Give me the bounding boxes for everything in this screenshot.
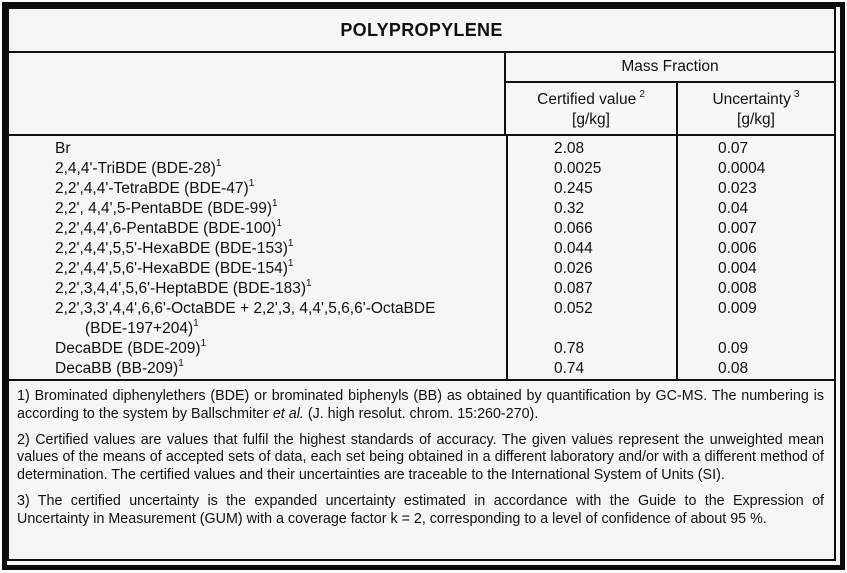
column-header-certified-value-unit: [g/kg] [572, 111, 610, 128]
uncertainty-value: 0.009 [718, 300, 757, 317]
footnote-1 [17, 388, 824, 424]
footnote-ref-1: 1 [287, 257, 294, 269]
compound-name: 2,2',3,4,4',5,6'-HeptaBDE $(BDE-183)^1$ [55, 277, 312, 297]
certified-value: 0.78 [554, 340, 585, 357]
certified-value: 2.08 [554, 140, 585, 157]
certified-value: 0.052 [554, 300, 593, 317]
certified-value: 0.74 [554, 360, 585, 377]
uncertainty-value: 0.004 [718, 260, 757, 277]
uncertainty-value: 0.0004 [718, 160, 766, 177]
column-group-header-mass-fraction: Mass Fraction [506, 53, 834, 83]
footnote-ref-1: 1 [248, 177, 255, 189]
certified-value: 0.32 [554, 200, 585, 217]
uncertainty-value: 0.008 [718, 280, 757, 297]
compound-name: 2,2',4,4',5,5'-HexaBDE $(BDE-153)^1$ [55, 237, 294, 257]
footnote-ref-1: 1 [215, 157, 222, 169]
material-title: POLYPROPYLENE [9, 9, 834, 53]
compound-name: 2,4,4'-TriBDE $(BDE-28)^1$ [55, 157, 222, 177]
column-uncertainty-values [676, 136, 834, 379]
footnotes-section [9, 381, 834, 559]
footnote-ref-1: 1 [276, 217, 282, 229]
certified-value: 0.245 [554, 180, 593, 197]
footnote-ref-3: 3 [793, 88, 800, 100]
certified-value: 0.087 [554, 280, 593, 297]
uncertainty-value: 0.023 [718, 180, 757, 197]
footnote-3: 3) The certified uncertainty is the expanded uncertainty estimated in accordance with the Guide to the Expression of Uncertainty in Measurement (GUM) with a coverage factor k = 2, corresponding to a level of confidence of about 95 %. [17, 492, 824, 527]
footnote-ref-1: 1 [272, 197, 278, 209]
uncertainty-value-spacer [718, 319, 834, 339]
footnote-ref-1: 1 [193, 317, 199, 329]
footnote-ref-2: 2 [639, 88, 645, 100]
compound-name-continued: $(BDE-197+204)^1$ [85, 317, 199, 337]
table-body [9, 136, 834, 381]
footnote-ref-1: 1 [305, 277, 312, 289]
uncertainty-value: 0.09 [718, 340, 749, 357]
column-certified-values [506, 136, 676, 379]
compound-name: 2,2',4,4',6-PentaBDE $(BDE-100)^1$ [55, 217, 282, 237]
header-empty-cell [9, 53, 506, 134]
column-header-uncertainty [676, 83, 834, 134]
uncertainty-value: 0.08 [718, 360, 749, 377]
certified-value: 0.044 [554, 240, 593, 257]
column-compound-names [9, 136, 506, 379]
footnote-1-ref: (J. high resolut. chrom. 15:260-270). [303, 405, 539, 422]
certified-value: 0.0025 [554, 160, 602, 177]
footnote-ref-1: 1 [287, 237, 294, 249]
certified-value: 0.066 [554, 220, 593, 237]
table-header [9, 53, 834, 136]
footnote-2: 2) Certified values are values that fulfil the highest standards of accuracy. The given values represent the unweighted mean values of the means of accepted sets of data, each set being obtained in a different laboratory and/or with a different method of determination. The certified values and their uncertainties are traceable to the International System of Units (SI). [17, 431, 824, 484]
footnote-1-text: 1) Brominated diphenylethers (BDE) or brominated biphenyls (BB) as obtained by quantification by GC-MS. The numbering is according to the system by Ballschmiter [17, 388, 824, 422]
column-header-uncertainty-unit: [g/kg] [737, 111, 775, 128]
certified-value: 0.026 [554, 260, 593, 277]
column-header-certified-value-label: Certified value $^2$ [537, 88, 645, 108]
certified-value-spacer [554, 319, 676, 339]
uncertainty-value: 0.07 [718, 140, 749, 157]
compound-name: DecaBDE $(BDE-209)^1$ [55, 337, 207, 357]
compound-name: DecaBB $(BB-209)^1$ [55, 357, 184, 377]
footnote-1-italic: et al. [272, 405, 304, 422]
compound-name: 2,2',3,3',4,4',6,6'-OctaBDE + 2,2',3, 4,4',5,6,6'-OctaBDE [55, 300, 436, 317]
compound-name: Br [55, 140, 71, 157]
document-frame [2, 2, 845, 570]
certificate-table [7, 7, 836, 561]
footnote-ref-1: 1 [178, 357, 184, 369]
compound-name: 2,2',4,4'-TetraBDE $(BDE-47)^1$ [55, 177, 255, 197]
uncertainty-value: 0.007 [718, 220, 757, 237]
compound-name: 2,2',4,4',5,6'-HexaBDE $(BDE-154)^1$ [55, 257, 294, 277]
uncertainty-value: 0.04 [718, 200, 749, 217]
column-header-certified-value [506, 83, 676, 134]
uncertainty-value: 0.006 [718, 240, 757, 257]
footnote-ref-1: 1 [200, 337, 207, 349]
compound-name: 2,2', 4,4',5-PentaBDE $(BDE-99)^1$ [55, 197, 278, 217]
column-header-uncertainty-label: Uncertainty $^3$ [712, 88, 800, 108]
